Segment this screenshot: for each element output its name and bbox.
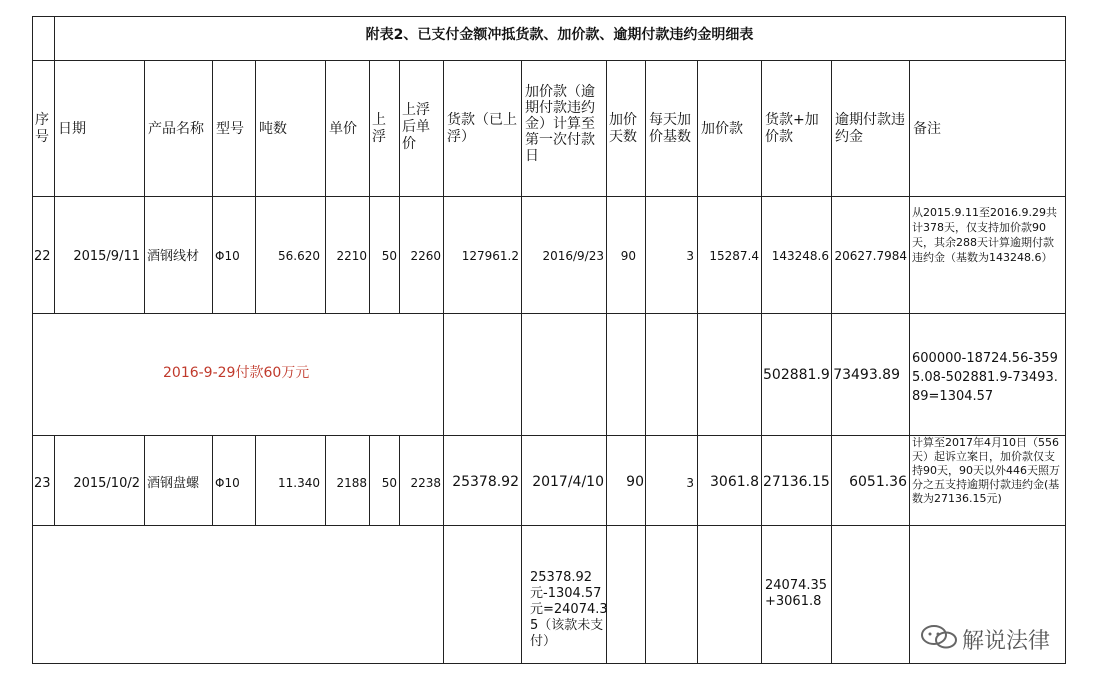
row22-tons: 56.620 xyxy=(278,249,320,263)
watermark-text: 解说法律 xyxy=(962,629,1051,654)
header-markup: 加价款 xyxy=(701,121,743,137)
row22-float: 50 xyxy=(381,249,397,263)
header-seq: 序号 xyxy=(35,112,49,145)
row22-product: 酒钢线材 xyxy=(147,249,200,264)
payment-goods-plus: 502881.9 xyxy=(763,367,830,383)
header-goods-plus: 货款+加价款 xyxy=(765,112,819,145)
row23-price: 2188 xyxy=(336,476,367,490)
row23-goods-plus: 27136.15 xyxy=(763,474,830,490)
row22-date: 2015/9/11 xyxy=(73,249,140,264)
row23-remark: 计算至2017年4月10日（556天）起诉立案日，加价款仅支持90天，90天以外446天照万分之五支持逾期付款违约金(基数为27136.15元) xyxy=(912,436,1060,505)
row23-markup: 3061.8 xyxy=(710,474,759,490)
row23-float: 50 xyxy=(381,476,397,490)
payment-penalty: 73493.89 xyxy=(833,367,900,383)
row22-remark: 从2015.9.11至2016.9.29共计378天，仅支持加价款90天，其余288天计算逾期付款违约金（基数为143248.6） xyxy=(912,206,1057,264)
header-model: 型号 xyxy=(216,121,244,137)
row22-model: Φ10 xyxy=(215,249,240,263)
header-date: 日期 xyxy=(58,121,86,137)
header-tons: 吨数 xyxy=(259,121,287,137)
row23-days: 90 xyxy=(626,474,644,490)
header-float: 上浮 xyxy=(372,112,386,145)
row23-model: Φ10 xyxy=(215,476,240,490)
row22-days: 90 xyxy=(620,249,636,263)
row22-penalty: 20627.7984 xyxy=(834,249,907,263)
row23-seq: 23 xyxy=(34,476,51,491)
row22-goods: 127961.2 xyxy=(461,249,519,263)
payment-remark: 600000-18724.56-3595.08-502881.9-73493.89=1304.57 xyxy=(912,351,1058,404)
table-title: 附表2、已支付金额冲抵货款、加价款、逾期付款违约金明细表 xyxy=(365,27,754,43)
row23-goods: 25378.92 xyxy=(452,474,519,490)
final-calc: 25378.92元-1304.57元=24074.35（该款未支付） xyxy=(530,570,608,649)
payment-label: 2016-9-29付款60万元 xyxy=(163,365,310,381)
header-remark: 备注 xyxy=(913,121,941,137)
row22-markup: 15287.4 xyxy=(709,249,759,263)
header-markup-calc: 加价款（逾期付款违约金）计算至第一次付款日 xyxy=(525,84,595,164)
row22-float-price: 2260 xyxy=(410,249,441,263)
header-float-price: 上浮后单价 xyxy=(402,102,430,152)
header-goods: 货款（已上浮） xyxy=(447,112,517,145)
wechat-icon xyxy=(920,624,960,650)
header-price: 单价 xyxy=(329,121,357,137)
row23-tons: 11.340 xyxy=(278,476,320,490)
row23-penalty: 6051.36 xyxy=(849,474,907,490)
row23-base: 3 xyxy=(686,476,694,490)
final-goods-plus: 24074.35+3061.8 xyxy=(765,578,828,609)
row22-base: 3 xyxy=(686,249,694,263)
header-markup-days: 加价天数 xyxy=(609,112,637,145)
row22-goods-plus: 143248.6 xyxy=(771,249,829,263)
row23-product: 酒钢盘螺 xyxy=(147,476,200,491)
row22-price: 2210 xyxy=(336,249,367,263)
row23-calc-date: 2017/4/10 xyxy=(532,474,604,490)
row23-float-price: 2238 xyxy=(410,476,441,490)
row23-date: 2015/10/2 xyxy=(73,476,140,491)
row22-seq: 22 xyxy=(34,249,51,264)
header-penalty: 逾期付款违约金 xyxy=(835,112,905,145)
header-product: 产品名称 xyxy=(148,121,204,137)
row22-calc-date: 2016/9/23 xyxy=(542,249,604,263)
header-daily-base: 每天加价基数 xyxy=(649,112,691,145)
